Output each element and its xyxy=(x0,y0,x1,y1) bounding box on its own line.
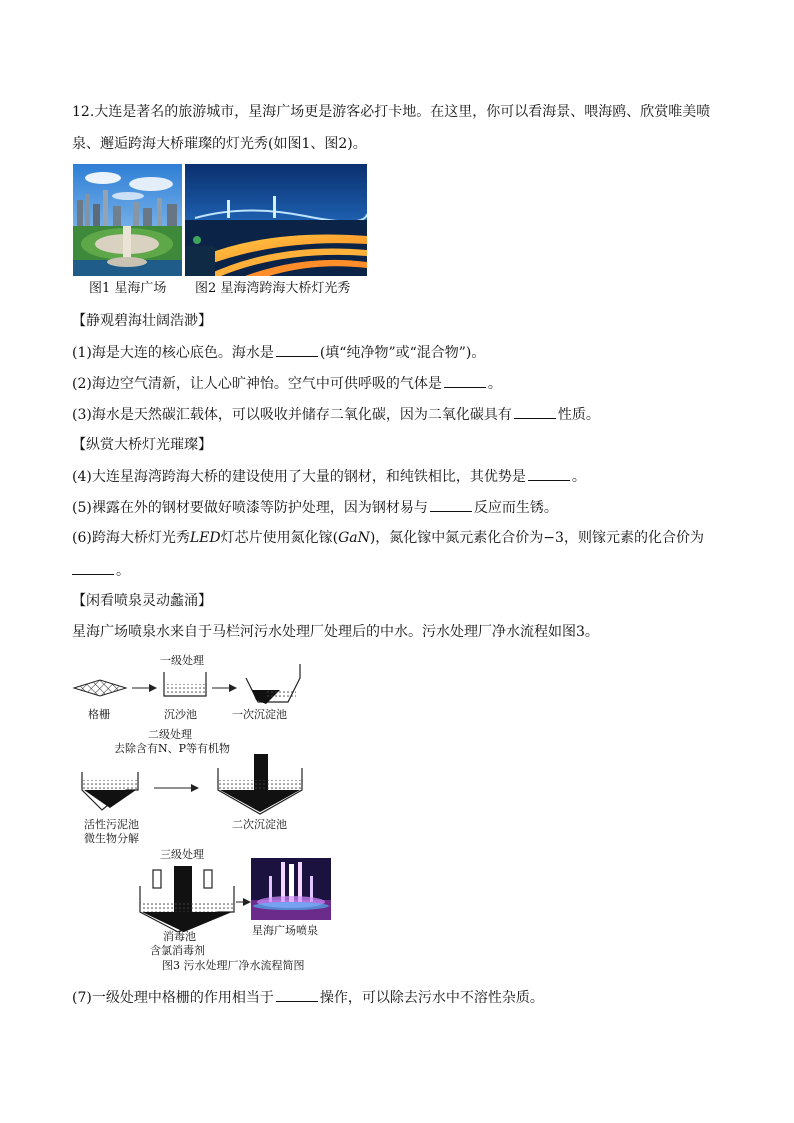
sand-tank-label: 沉沙池 xyxy=(164,708,197,721)
figure1-photo xyxy=(73,164,182,276)
activated-sludge-label: 活性污泥池 xyxy=(84,818,139,831)
question-2-text-b: 。 xyxy=(487,376,502,392)
question-intro-line1: 12.大连是著名的旅游城市，星海广场更是游客必打卡地。在这里，你可以看海景、喂海鸥、欣赏唯美喷 xyxy=(72,104,711,120)
section1-title: 【静观碧海壮阔浩渺】 xyxy=(72,313,212,329)
question-3 xyxy=(72,404,600,425)
stage2-note: 去除含有N、P等有机物 xyxy=(114,742,231,755)
answer-blank-4[interactable] xyxy=(528,466,570,481)
secondary-settling-label: 二次沉淀池 xyxy=(232,818,287,831)
disinfection-label: 消毒池 xyxy=(163,930,196,943)
figure3-caption: 图3 污水处理厂净水流程简图 xyxy=(162,959,305,972)
question-5 xyxy=(72,497,558,518)
question-4-text-a: (4)大连星海湾跨海大桥的建设使用了大量的钢材，和纯铁相比，其优势是 xyxy=(72,469,526,485)
question-5-text-b: 反应而生锈。 xyxy=(473,500,558,516)
question-4-text-b: 。 xyxy=(571,469,586,485)
grid-label: 格栅 xyxy=(88,708,110,721)
question-1-text-a: (1)海是大连的核心底色。海水是 xyxy=(72,345,274,361)
question-6-text-a: (6)跨海大桥灯光秀 xyxy=(72,530,190,546)
stage1-label: 一级处理 xyxy=(160,654,204,667)
figure2-photo xyxy=(185,164,367,276)
question-6-text-c: )，氮化镓中氮元素化合价为−3，则镓元素的化合价为 xyxy=(369,530,704,546)
question-7-text-b: 操作，可以除去污水中不溶性杂质。 xyxy=(319,990,544,1006)
question-intro-line2: 泉、邂逅跨海大桥璀璨的灯光秀(如图1、图2)。 xyxy=(72,136,367,152)
answer-blank-3[interactable] xyxy=(514,404,556,419)
fountain-photo xyxy=(251,858,331,920)
primary-settling-label: 一次沉淀池 xyxy=(232,708,287,721)
stage2-label: 二级处理 xyxy=(148,728,192,741)
question-6-text-d: 。 xyxy=(116,563,130,579)
section2-title: 【纵赏大桥灯光璀璨】 xyxy=(72,437,212,453)
question-7 xyxy=(72,987,544,1008)
question-6-cont xyxy=(72,560,130,581)
question-4 xyxy=(72,466,586,487)
question-7-text-a: (7)一级处理中格栅的作用相当于 xyxy=(72,990,274,1006)
fountain-label: 星海广场喷泉 xyxy=(252,924,318,937)
question-6 xyxy=(72,528,704,548)
question-1-text-b: (填“纯净物”或“混合物”)。 xyxy=(319,345,486,361)
question-3-text-b: 性质。 xyxy=(557,407,600,423)
answer-blank-7[interactable] xyxy=(276,987,318,1002)
answer-blank-1[interactable] xyxy=(276,342,318,357)
figure2-caption: 图2 星海湾跨海大桥灯光秀 xyxy=(195,281,351,296)
section3-intro: 星海广场喷泉水来自于马栏河污水处理厂处理后的中水。污水处理厂净水流程如图3。 xyxy=(72,624,599,640)
question-2-text-a: (2)海边空气清新，让人心旷神怡。空气中可供呼吸的气体是 xyxy=(72,376,442,392)
gan-formula: GaN xyxy=(338,530,370,546)
question-1 xyxy=(72,342,485,363)
grid-mesh-shape xyxy=(74,680,126,696)
question-5-text-a: (5)裸露在外的钢材要做好喷漆等防护处理，因为钢材易与 xyxy=(72,500,428,516)
microbe-label: 微生物分解 xyxy=(84,832,139,845)
chlorine-label: 含氯消毒剂 xyxy=(150,944,205,957)
answer-blank-5[interactable] xyxy=(430,497,472,512)
figure1-caption: 图1 星海广场 xyxy=(89,281,167,296)
question-3-text-a: (3)海水是天然碳汇载体，可以吸收并储存二氧化碳，因为二氧化碳具有 xyxy=(72,407,512,423)
answer-blank-6[interactable] xyxy=(72,560,114,575)
section3-title: 【闲看喷泉灵动蠡涌】 xyxy=(72,593,212,609)
stage3-label: 三级处理 xyxy=(160,848,204,861)
question-6-text-b: 灯芯片使用氮化镓( xyxy=(220,530,339,546)
answer-blank-2[interactable] xyxy=(444,373,486,388)
led-term: LED xyxy=(189,530,221,546)
question-2 xyxy=(72,373,502,394)
